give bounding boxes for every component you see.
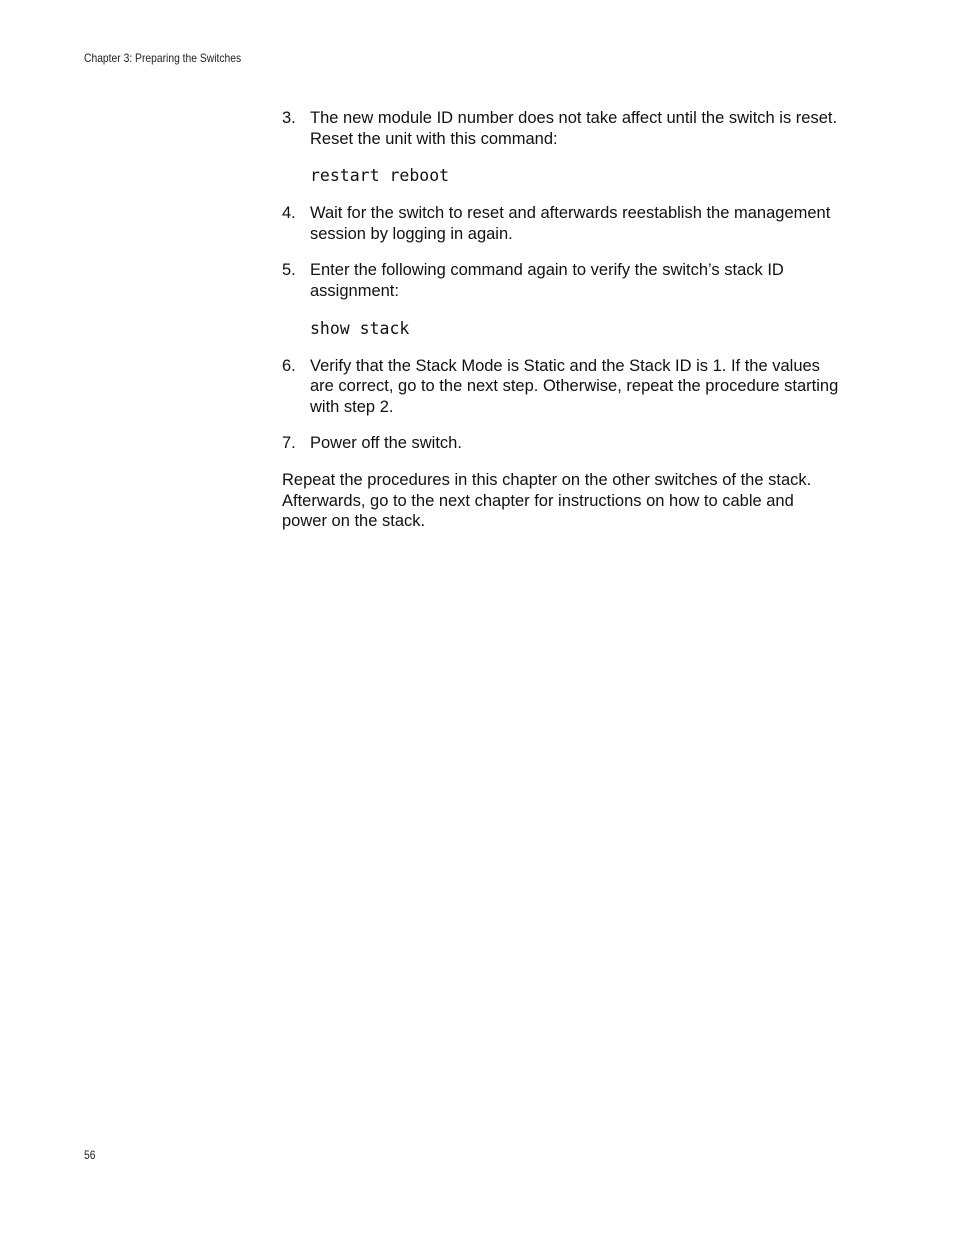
step-text: Power off the switch.	[310, 434, 462, 453]
step-text: Enter the following command again to verify the switch’s stack ID assignment:	[310, 261, 784, 300]
step-number: 7.	[282, 434, 296, 453]
step-text: The new module ID number does not take affect until the switch is reset. Reset the unit with this command:	[310, 109, 838, 148]
step-text: Verify that the Stack Mode is Static and the Stack ID is 1. If the values are correct, go to the next step. Otherwise, repeat the procedure starting with step 2.	[310, 356, 839, 416]
closing-paragraph: Repeat the procedures in this chapter on the other switches of the stack. Afterwards, go to the next chapter for instructions on how to cable and power on the stack.	[282, 470, 812, 531]
step-text: Wait for the switch to reset and afterwards reestablish the management session by logging in again.	[310, 204, 831, 243]
step-6	[282, 356, 842, 418]
step-number: 6.	[282, 356, 296, 375]
step-number: 3.	[282, 109, 296, 127]
step-5	[282, 260, 842, 301]
step-4	[282, 203, 842, 244]
command-restart-reboot: restart reboot	[310, 166, 450, 186]
page-number: 56	[84, 1148, 96, 1162]
step-number: 4.	[282, 204, 296, 223]
step-7	[282, 433, 842, 454]
step-number: 5.	[282, 261, 296, 280]
procedure-body	[282, 108, 842, 532]
step-3	[282, 108, 842, 149]
running-header: Chapter 3: Preparing the Switches	[84, 51, 242, 65]
command-show-stack: show stack	[310, 318, 410, 338]
